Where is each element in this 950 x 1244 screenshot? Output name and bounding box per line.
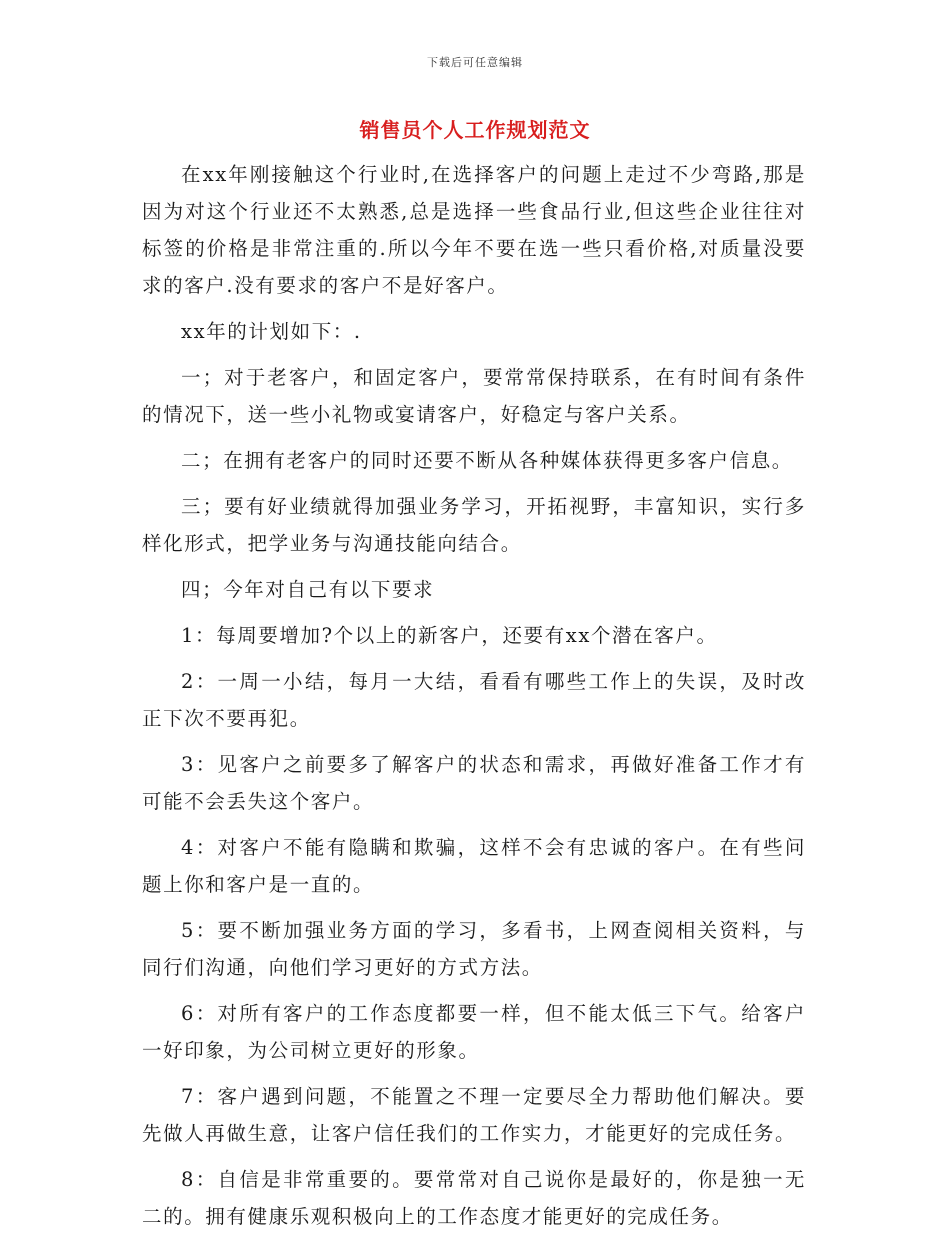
paragraph-intro: 在xx年刚接触这个行业时,在选择客户的问题上走过不少弯路,那是因为对这个行业还不太熟悉,总是选择一些食品行业,但这些企业往往对标签的价格是非常注重的.所以今年不要在选一些只看价格,对质量没要求的客户.没有要求的客户不是好客户。: [142, 163, 806, 297]
paragraph-requirement-2: 2：一周一小结，每月一大结，看看有哪些工作上的失误，及时改正下次不要再犯。: [142, 670, 806, 730]
paragraph-requirement-7: 7：客户遇到问题，不能置之不理一定要尽全力帮助他们解决。要先做人再做生意，让客户信任我们的工作实力，才能更好的完成任务。: [142, 1085, 806, 1145]
paragraph-plan-heading: xx年的计划如下：.: [181, 320, 362, 343]
paragraph-requirement-8: 8：自信是非常重要的。要常常对自己说你是最好的，你是独一无二的。拥有健康乐观积极向上的工作态度才能更好的完成任务。: [142, 1168, 806, 1228]
paragraph-requirement-5: 5：要不断加强业务方面的学习，多看书，上网查阅相关资料，与同行们沟通，向他们学习更好的方式方法。: [142, 919, 806, 979]
header-note: 下载后可任意编辑: [427, 56, 523, 69]
paragraph-requirement-1: 1：每周要增加?个以上的新客户，还要有xx个潜在客户。: [181, 624, 718, 647]
document-body: [142, 156, 806, 1244]
document-title: 销售员个人工作规划范文: [359, 118, 591, 142]
paragraph-item-1: 一；对于老客户，和固定客户，要常常保持联系，在有时间有条件的情况下，送一些小礼物或宴请客户，好稳定与客户关系。: [142, 366, 806, 426]
paragraph-requirement-4: 4：对客户不能有隐瞒和欺骗，这样不会有忠诚的客户。在有些问题上你和客户是一直的。: [142, 836, 806, 896]
paragraph-item-4: 四；今年对自己有以下要求: [181, 578, 435, 601]
paragraph-item-3: 三；要有好业绩就得加强业务学习，开拓视野，丰富知识，实行多样化形式，把学业务与沟通技能向结合。: [142, 495, 806, 555]
paragraph-requirement-3: 3：见客户之前要多了解客户的状态和需求，再做好准备工作才有可能不会丢失这个客户。: [142, 753, 806, 813]
paragraph-item-2: 二；在拥有老客户的同时还要不断从各种媒体获得更多客户信息。: [181, 449, 793, 472]
paragraph-requirement-6: 6：对所有客户的工作态度都要一样，但不能太低三下气。给客户一好印象，为公司树立更好的形象。: [142, 1002, 806, 1062]
